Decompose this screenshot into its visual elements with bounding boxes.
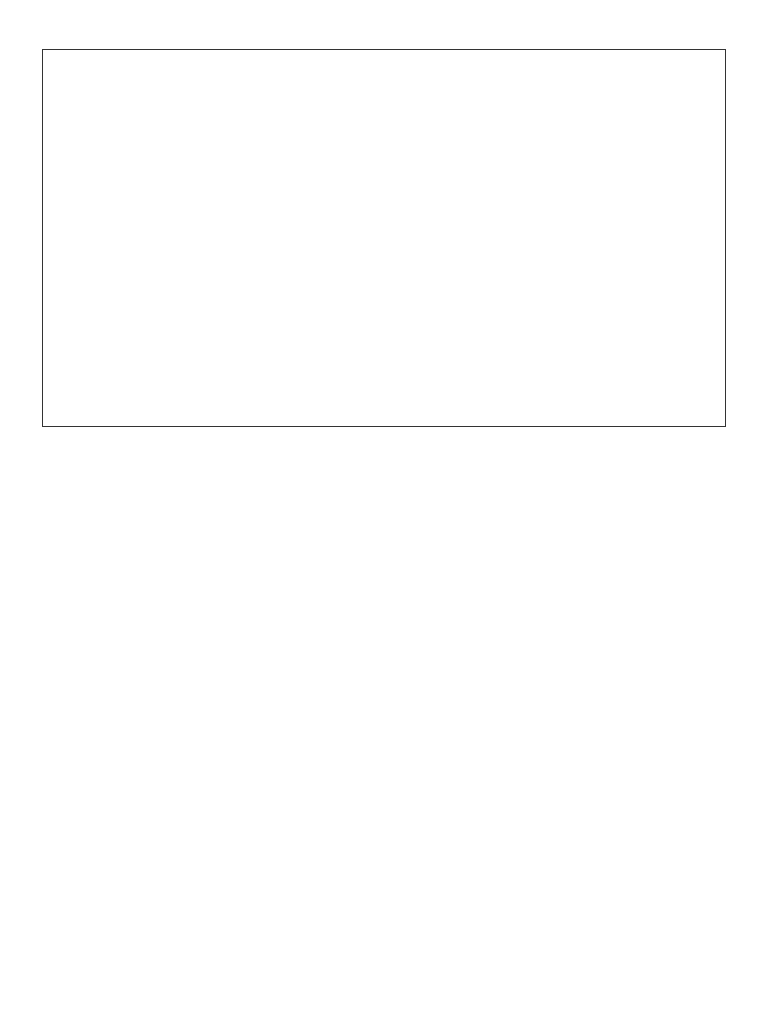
spacer: [52, 54, 716, 72]
opening-script-box: [42, 49, 726, 427]
